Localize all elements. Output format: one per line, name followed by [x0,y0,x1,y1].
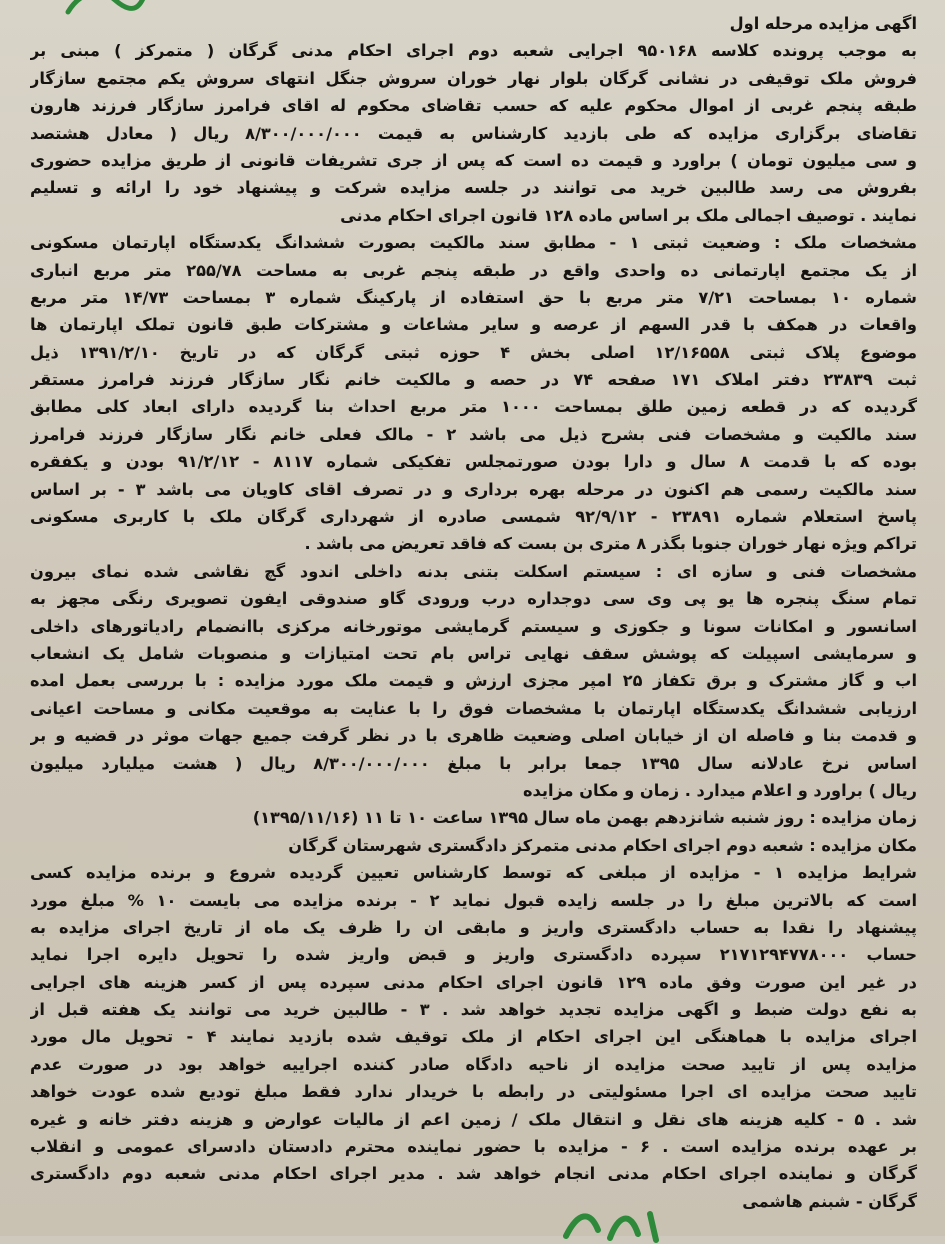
notice-line: حساب ۲۱۷۱۲۹۴۷۷۸۰۰۰ سپرده دادگستری واریز و قبض واریز شده را تحویل دایره اجرا نماید [30,945,917,965]
notice-heading: اگهی مزایده مرحله اول [729,14,917,33]
notice-line: شرایط مزایده ۱ - مزایده از مبلغی که توسط کارشناس تعیین گردیده شروع و برنده مزایده کسی [30,863,917,883]
notice-line: اساس نرخ عادلانه سال ۱۳۹۵ جمعا برابر با مبلغ ۸/۳۰۰/۰۰۰/۰۰۰ ریال ( هشت میلیارد میلیون [30,753,917,773]
notice-line: اسانسور و امکانات سونا و جکوزی و سیستم گرمایشی موتورخانه مرکزی باانضمام رادیاتورهای داخلی [30,616,917,636]
notice-line: تراکم ویژه نهار خوران جنوبا بگذر ۸ متری بن بست که فاقد تعریض می باشد . [304,534,917,554]
notice-line: ثبت ۲۳۸۳۹ دفتر املاک ۱۷۱ صفحه ۷۴ در حصه و مالکیت خانم نگار سازگار فرزند فرامرز مستقر [30,370,917,390]
notice-line: سند مالکیت رسمی هم اکنون در مرحله بهره برداری و در تصرف اقای کاویان می باشد ۳ - بر اساس [30,479,917,499]
notice-line: موضوع پلاک ثبتی ۱۲/۱۶۵۵۸ اصلی بخش ۴ حوزه ثبتی گرگان که در تاریخ ۱۳۹۱/۲/۱۰ ذیل [30,342,917,362]
notice-line: ریال ) براورد و اعلام میدارد . زمان و مکان مزایده [522,780,917,800]
notice-line: ارزیابی ششدانگ یکدستگاه اپارتمان با مشخصات فوق را با عنایت به موقعیت مکانی و مساحت اعیانی [30,698,917,718]
notice-line: گردیده که در قطعه زمین طلق بمساحت ۱۰۰۰ متر مربع احداث بنا گردیده دارای ابعاد کلی مطابق [30,397,917,417]
notice-line: تقاضای برگزاری مزایده که طی بازدید کارشناس به قیمت ۸/۳۰۰/۰۰۰/۰۰۰ ریال ( معادل هشتصد [30,123,917,143]
notice-line: بفروش می رسد طالبین خرید می توانند در جلسه مزایده شرکت و پیشنهاد خود را ارائه و تسلیم [30,178,917,198]
notice-line: مزایده پس از تایید صحت مزایده از ناحیه دادگاه صادر کننده اجراییه خواهد بود در صورت عدم [30,1054,917,1074]
notice-line: پیشنهاد را نقدا به حساب دادگستری واریز و مابقی ان را ظرف یک ماه از تاریخ اجرای مزایده به [30,917,917,937]
notice-line: فروش ملک توقیفی در نشانی گرگان بلوار نهار خوران سروش جنگل انتهای سروش یکم مجتمع سازگار [30,68,917,88]
notice-line: به موجب پرونده کلاسه ۹۵۰۱۶۸ اجرایی شعبه دوم اجرای احکام مدنی گرگان ( متمرکز ) مبنی بر [30,41,917,61]
notice-line: است که بالاترین مبلغ را در جلسه زایده قبول نماید ۲ - برنده مزایده می بایست ۱۰ % مبلغ مورد [30,890,917,910]
notice-line: و سرمایشی اسپیلت که پوشش سقف نهایی تراس بام تحت امتیازات و منصوبات شامل یک انشعاب [30,643,917,663]
notice-line: در غیر این صورت وفق ماده ۱۲۹ قانون اجرای احکام مدنی سپرده پس از کسر هزینه های اجرایی [30,972,917,992]
notice-line: نمایند . توصیف اجمالی ملک بر اساس ماده ۱۲۸ قانون اجرای احکام مدنی [340,205,917,225]
notice-line: تایید صحت مزایده ای اجرا مسئولیتی در رابطه با خریدار ندارد فقط مبلغ تودیع شده عودت خواهد [30,1082,917,1102]
notice-line: واقعات در همکف با قدر السهم از عرصه و سایر مشاعات و مشترکات طبق قانون تملک اپارتمان ها [30,315,917,335]
notice-line: مکان مزایده : شعبه دوم اجرای احکام مدنی متمرکز دادگستری شهرستان گرگان [288,835,917,855]
notice-line: مشخصات فنی و سازه ای : سیستم اسکلت بتنی بدنه داخلی اندود گچ نقاشی شده نمای بیرون [30,561,917,581]
notice-line: سند مالکیت و مشخصات فنی بشرح ذیل می باشد ۲ - مالک فعلی خانم نگار سازگار فرزند فرامرز [30,424,917,444]
notice-line: بوده که با قدمت ۸ سال و دارا بودن صورتمجلس تفکیکی شماره ۸۱۱۷ - ۹۱/۲/۱۲ بودن و یکفقره [30,452,917,472]
notice-line: گرگان - شبنم هاشمی [742,1191,917,1211]
notice-line: شماره ۱۰ بمساحت ۷/۲۱ متر مربع با حق استفاده از پارکینگ شماره ۳ بمساحت ۱۴/۷۳ متر مربع [30,287,917,307]
notice-line: زمان مزایده : روز شنبه شانزدهم بهمن ماه سال ۱۳۹۵ ساعت ۱۰ تا ۱۱ (۱۳۹۵/۱۱/۱۶) [252,808,917,828]
notice-line: از یک مجتمع اپارتمانی ده واحدی واقع در طبقه پنجم غربی به مساحت ۲۵۵/۷۸ متر مربع انباری [30,260,917,280]
notice-line: و قدمت بنا و فاصله ان از خیابان اصلی وضعیت ظاهری با در نظر گرفت جمیع جهات موثر در قضیه و بر [30,726,917,746]
notice-line: بر عهده برنده مزایده است . ۶ - مزایده با حضور نماینده محترم دادستان دادسرای عمومی و انقلاب [30,1137,917,1157]
notice-line: مشخصات ملک : وضعیت ثبتی ۱ - مطابق سند مالکیت بصورت ششدانگ یکدستگاه اپارتمان مسکونی [30,233,917,253]
notice-line: شد . ۵ - کلیه هزینه های نقل و انتقال ملک / زمین اعم از مالیات عوارض و هزینه دفتر خانه و غیره [30,1109,917,1129]
notice-line: به نفع دولت ضبط و اگهی مزایده تجدید خواهد شد . ۳ - طالبین خرید می توانند یک هفته قبل از [30,1000,917,1020]
notice-line: گرگان و نماینده اجرای احکام مدنی انجام خواهد شد . مدیر اجرای احکام مدنی شعبه دوم دادگستری [30,1164,917,1184]
notice-line: و سی میلیون تومان ) براورد و قیمت ده است که پس از جری تشریفات قانونی از طریق مزایده حضوری [30,150,917,170]
notice-line: تمام سنگ پنجره ها یو پی وی سی دوجداره درب ورودی گاو صندوقی ایفون تصویری رنگی مجهز به [30,589,917,609]
notice-line: اب و گاز مشترک و برق تکفاز ۲۵ امپر مجزی ارزش و قیمت ملک مورد مزایده : با بررسی بعمل امده [30,671,917,691]
handwritten-pen-mark-top [60,0,150,22]
notice-line: اجرای مزایده با هماهنگی این اجرای احکام از ملک توقیف شده بازدید نمایند ۴ - تحویل مال مورد [30,1027,917,1047]
handwritten-pen-mark-bottom [560,1204,670,1244]
notice-body [30,10,917,1215]
notice-line: طبقه پنجم غربی از اموال محکوم علیه که حسب تقاضای محکوم له اقای فرامرز سازگار فرزند هارون [30,96,917,116]
notice-line: پاسخ استعلام شماره ۲۳۸۹۱ - ۹۲/۹/۱۲ شمسی صادره از شهرداری گرگان ملک با کاربری مسکونی [30,507,917,527]
